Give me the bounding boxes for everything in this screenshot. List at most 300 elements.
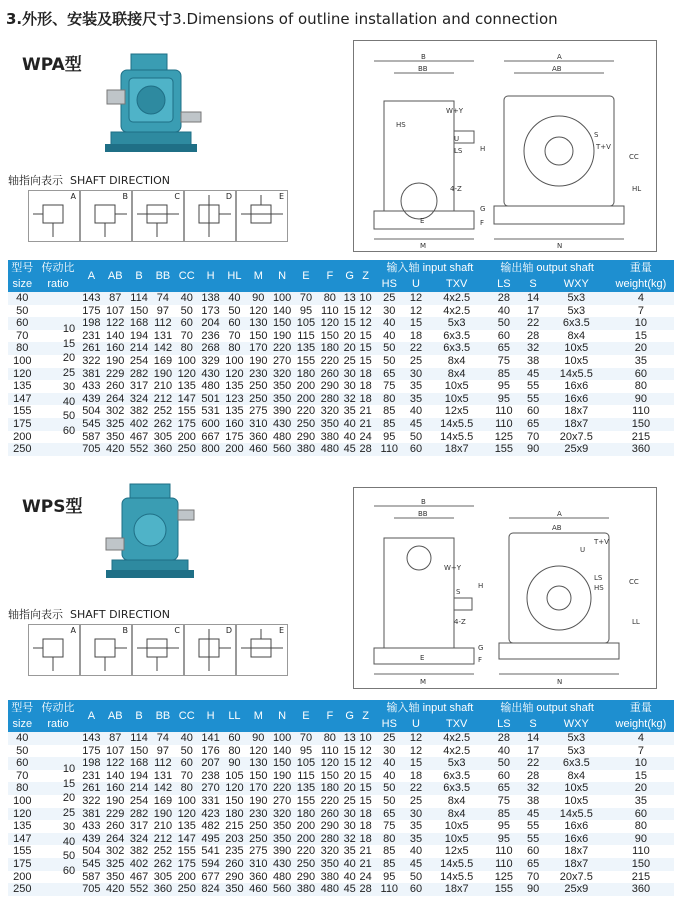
wps-gearbox-photo	[100, 480, 200, 590]
table-cell: 100	[270, 292, 294, 305]
table-cell: 4	[608, 292, 674, 305]
table-cell: 360	[151, 443, 175, 456]
drawing-label: HS	[396, 121, 406, 129]
table-cell: 320	[318, 405, 342, 418]
shaft-letter: A	[70, 192, 76, 201]
table-cell: 169	[151, 355, 175, 368]
table-cell: 18	[359, 832, 372, 845]
col-b: B	[127, 700, 151, 732]
table-cell: 50	[374, 342, 405, 355]
table-cell: 12	[359, 744, 372, 757]
wpa-dimension-drawing	[353, 40, 657, 252]
col-size: 型号 size	[8, 260, 37, 292]
table-cell: 190	[270, 330, 294, 343]
col-m: M	[246, 260, 270, 292]
table-cell: 175	[79, 305, 103, 318]
table-cell: 320	[270, 368, 294, 381]
table-cell: 12	[405, 292, 427, 305]
table-cell: 380	[318, 871, 342, 884]
col-txv: TXV	[427, 716, 486, 732]
table-cell: 14x5.5	[427, 431, 486, 444]
table-cell: 55	[521, 833, 544, 846]
ratio-value: 20	[62, 352, 76, 364]
wps-ratio-list	[58, 762, 80, 878]
table-cell: 214	[127, 342, 151, 355]
table-cell: 114	[127, 732, 151, 745]
table-cell: 501	[199, 393, 223, 406]
table-cell: 100	[175, 795, 199, 808]
col-z: Z	[358, 260, 374, 292]
table-cell: 95	[486, 833, 521, 846]
table-cell: 560	[270, 443, 294, 456]
table-cell: 142	[151, 782, 175, 795]
table-cell: 8x4	[427, 368, 486, 381]
table-cell: 280	[318, 393, 342, 406]
table-cell: 28	[486, 732, 521, 745]
shaft-diagram-e	[236, 190, 288, 242]
table-cell: 150	[223, 795, 247, 808]
table-cell: 587	[79, 431, 103, 444]
table-cell: 50	[486, 757, 521, 770]
col-hs: HS	[374, 276, 405, 292]
ratio-value: 40	[62, 395, 76, 408]
table-cell: 120	[246, 305, 270, 318]
table-cell: 235	[223, 845, 247, 858]
table-cell: 6x3.5	[545, 317, 608, 330]
col-h: H	[199, 700, 223, 732]
table-cell: 261	[79, 782, 103, 795]
table-cell: 55	[521, 380, 544, 393]
table-cell: 200	[294, 393, 318, 406]
table-cell: 250	[246, 393, 270, 406]
table-cell: 60	[405, 883, 427, 896]
table-cell: 190	[151, 368, 175, 381]
table-cell: 30	[343, 807, 356, 820]
table-cell: 105	[294, 317, 318, 330]
drawing-label: W+Y	[446, 107, 464, 115]
table-cell: 18x7	[427, 883, 486, 896]
table-row	[8, 355, 674, 368]
table-cell: 10x5	[545, 355, 608, 368]
table-cell: 90	[246, 732, 270, 745]
table-cell: 70	[294, 732, 318, 745]
table-cell: 110	[318, 745, 342, 758]
table-cell: 250	[246, 380, 270, 393]
table-cell: 423	[199, 808, 223, 821]
shaft-letter: D	[225, 192, 232, 201]
table-cell: 160	[103, 782, 127, 795]
table-cell: 30	[374, 305, 405, 318]
table-cell: 6x3.5	[427, 770, 486, 783]
table-cell: 155	[486, 883, 521, 896]
table-cell: 40	[374, 770, 405, 783]
table-cell: 22	[521, 317, 544, 330]
table-cell: 310	[246, 858, 270, 871]
table-cell: 35	[608, 795, 674, 808]
table-cell: 60	[8, 757, 37, 770]
table-row	[8, 757, 674, 770]
col-e: E	[294, 700, 318, 732]
table-row	[8, 795, 674, 808]
table-cell: 20x7.5	[545, 431, 608, 444]
table-cell: 80	[374, 393, 405, 406]
table-cell: 80	[608, 380, 674, 393]
table-cell: 150	[318, 770, 342, 783]
table-row	[8, 883, 674, 896]
table-cell: 17	[521, 305, 544, 318]
table-cell: 180	[294, 808, 318, 821]
table-cell: 85	[486, 808, 521, 821]
table-cell: 155	[294, 795, 318, 808]
table-cell: 460	[246, 443, 270, 456]
table-cell: 45	[521, 368, 544, 381]
table-cell: 50	[8, 745, 37, 758]
table-cell: 65	[486, 782, 521, 795]
table-cell: 173	[199, 305, 223, 318]
table-cell: 155	[175, 405, 199, 418]
table-cell: 280	[318, 833, 342, 846]
ratio-value: 30	[62, 821, 76, 833]
table-cell: 200	[8, 431, 37, 444]
table-row	[8, 770, 674, 783]
ratio-value: 25	[62, 806, 76, 819]
drawing-label: BB	[418, 65, 428, 73]
table-cell: 32	[343, 392, 356, 405]
table-cell: 135	[175, 820, 199, 833]
table-cell: 30	[405, 368, 427, 381]
table-cell: 70	[521, 431, 544, 444]
table-cell: 28	[359, 443, 372, 456]
table-cell: 110	[486, 418, 521, 431]
table-cell: 360	[151, 883, 175, 896]
table-cell: 190	[151, 808, 175, 821]
table-cell: 60	[486, 770, 521, 783]
table-row	[8, 833, 674, 846]
table-cell: 480	[318, 883, 342, 896]
table-cell: 15	[359, 354, 372, 367]
table-cell: 15	[343, 304, 356, 317]
table-cell: 138	[199, 292, 223, 305]
table-cell: 107	[103, 305, 127, 318]
table-cell: 150	[270, 317, 294, 330]
table-cell: 290	[223, 871, 247, 884]
drawing-label: AB	[552, 524, 562, 532]
drawing-label: H	[478, 582, 484, 590]
table-cell: 18	[405, 770, 427, 783]
table-cell: 15	[405, 757, 427, 770]
table-cell: 230	[246, 368, 270, 381]
table-cell: 6x3.5	[427, 342, 486, 355]
table-cell: 150	[270, 757, 294, 770]
table-cell: 495	[199, 833, 223, 846]
table-cell: 210	[151, 820, 175, 833]
table-cell-ratio	[37, 732, 80, 745]
table-cell: 264	[103, 833, 127, 846]
table-cell: 15	[608, 770, 674, 783]
shaft-diagram-d	[184, 624, 236, 676]
table-cell: 50	[486, 317, 521, 330]
drawing-label: 4-Z	[450, 185, 462, 193]
table-cell: 75	[374, 820, 405, 833]
table-cell: 325	[103, 858, 127, 871]
table-cell: 25	[405, 795, 427, 808]
ratio-value: 15	[62, 777, 76, 790]
table-cell: 282	[127, 808, 151, 821]
table-cell: 60	[175, 317, 199, 330]
table-cell: 305	[151, 431, 175, 444]
table-cell: 130	[246, 317, 270, 330]
table-cell: 200	[294, 820, 318, 833]
table-row	[8, 292, 674, 305]
table-cell: 200	[294, 380, 318, 393]
table-cell: 12x5	[427, 845, 486, 858]
shaft-diagram-a	[28, 624, 80, 676]
table-cell: 100	[270, 732, 294, 745]
table-cell-ratio	[37, 443, 80, 456]
col-output-shaft: 输出轴 output shaft	[486, 260, 608, 276]
table-cell: 80	[318, 292, 342, 305]
table-cell: 260	[103, 380, 127, 393]
table-cell: 212	[151, 393, 175, 406]
table-cell: 260	[103, 820, 127, 833]
table-cell: 305	[151, 871, 175, 884]
table-cell: 560	[270, 883, 294, 896]
wpa-title: WPA型	[22, 55, 82, 75]
table-cell: 200	[175, 431, 199, 444]
table-row	[8, 858, 674, 871]
table-cell: 430	[270, 418, 294, 431]
shaft-letter: B	[122, 626, 128, 635]
table-cell: 40	[405, 405, 427, 418]
table-cell: 420	[103, 443, 127, 456]
drawing-label: CC	[629, 153, 639, 161]
table-cell: 824	[199, 883, 223, 896]
table-cell: 275	[246, 845, 270, 858]
table-cell: 380	[294, 443, 318, 456]
table-cell: 50	[175, 305, 199, 318]
table-cell: 252	[151, 405, 175, 418]
table-cell: 16x6	[545, 393, 608, 406]
table-cell: 5x3	[427, 317, 486, 330]
shaft-letter: C	[174, 626, 180, 635]
table-cell: 8x4	[545, 330, 608, 343]
table-cell: 8x4	[427, 808, 486, 821]
table-cell: 147	[175, 393, 199, 406]
table-cell: 45	[405, 858, 427, 871]
table-cell: 38	[521, 795, 544, 808]
shaft-letter: A	[70, 626, 76, 635]
table-cell: 180	[294, 368, 318, 381]
shaft-diagram-c	[132, 190, 184, 242]
drawing-label: U	[454, 135, 460, 143]
table-row	[8, 782, 674, 795]
table-cell: 5x3	[427, 757, 486, 770]
table-cell: 14x5.5	[545, 808, 608, 821]
table-cell: 45	[405, 418, 427, 431]
table-cell: 8x4	[427, 795, 486, 808]
table-cell: 552	[127, 883, 151, 896]
table-cell: 290	[294, 431, 318, 444]
col-output-shaft: 输出轴 output shaft	[486, 700, 608, 716]
table-cell: 120	[223, 368, 247, 381]
table-cell: 87	[103, 732, 127, 745]
col-b: B	[127, 260, 151, 292]
table-cell: 75	[374, 380, 405, 393]
drawing-label: E	[420, 654, 425, 662]
table-cell: 35	[405, 380, 427, 393]
drawing-label: F	[480, 219, 485, 227]
table-cell: 18	[359, 820, 372, 833]
table-cell: 140	[103, 770, 127, 783]
table-cell: 120	[175, 808, 199, 821]
table-cell: 10x5	[545, 342, 608, 355]
table-cell: 17	[521, 745, 544, 758]
table-cell: 28	[521, 770, 544, 783]
table-cell: 168	[127, 757, 151, 770]
table-cell: 40	[175, 292, 199, 305]
table-cell: 175	[8, 418, 37, 431]
table-cell: 143	[79, 292, 103, 305]
table-cell: 190	[103, 795, 127, 808]
table-row	[8, 418, 674, 431]
table-cell: 30	[343, 367, 356, 380]
table-cell: 95	[374, 431, 405, 444]
drawing-label: AB	[552, 65, 562, 73]
col-e: E	[294, 260, 318, 292]
table-cell: 250	[294, 418, 318, 431]
table-cell: 65	[521, 418, 544, 431]
table-cell: 60	[223, 317, 247, 330]
table-cell: 15	[343, 757, 356, 770]
table-cell: 203	[223, 833, 247, 846]
table-cell: 16x6	[545, 820, 608, 833]
table-cell: 90	[608, 833, 674, 846]
table-cell: 65	[374, 808, 405, 821]
table-cell: 170	[246, 342, 270, 355]
table-cell: 322	[79, 795, 103, 808]
table-cell: 110	[486, 845, 521, 858]
table-cell-ratio	[37, 292, 80, 305]
table-cell: 194	[127, 770, 151, 783]
table-cell: 250	[8, 883, 37, 896]
col-ab: AB	[103, 260, 127, 292]
table-cell: 74	[151, 292, 175, 305]
table-cell: 60	[8, 317, 37, 330]
drawing-label: G	[480, 205, 486, 213]
table-row	[8, 342, 674, 355]
table-cell: 5x3	[545, 732, 608, 745]
ratio-value: 50	[62, 850, 76, 862]
table-cell: 705	[79, 443, 103, 456]
table-cell: 115	[294, 330, 318, 343]
table-cell: 147	[175, 833, 199, 846]
table-cell: 5x3	[545, 292, 608, 305]
table-cell: 175	[79, 745, 103, 758]
table-cell: 10	[359, 292, 372, 304]
table-cell: 97	[151, 745, 175, 758]
table-cell: 467	[127, 431, 151, 444]
drawing-label: E	[420, 217, 425, 225]
table-cell: 504	[79, 845, 103, 858]
table-cell: 180	[318, 782, 342, 795]
table-cell: 125	[486, 431, 521, 444]
table-cell: 40	[223, 292, 247, 305]
table-cell: 16x6	[545, 833, 608, 846]
table-cell: 60	[486, 330, 521, 343]
table-cell: 317	[127, 820, 151, 833]
table-cell: 110	[374, 883, 405, 896]
table-cell: 480	[270, 871, 294, 884]
table-cell: 229	[103, 808, 127, 821]
table-cell: 290	[318, 820, 342, 833]
wpa-shaft-direction-label	[8, 172, 170, 188]
table-cell: 13	[343, 732, 356, 744]
table-cell: 25	[343, 794, 356, 807]
shaft-diagram-e	[236, 624, 288, 676]
table-cell: 5x3	[545, 305, 608, 318]
drawing-label: G	[478, 644, 484, 652]
table-cell: 302	[103, 405, 127, 418]
table-cell: 324	[127, 393, 151, 406]
table-cell: 65	[486, 342, 521, 355]
table-cell: 350	[103, 431, 127, 444]
table-cell: 50	[374, 355, 405, 368]
table-cell: 135	[8, 820, 37, 833]
table-cell: 331	[199, 795, 223, 808]
table-cell: 150	[246, 330, 270, 343]
col-bb: BB	[151, 260, 175, 292]
table-cell: 302	[103, 845, 127, 858]
table-cell: 50	[405, 431, 427, 444]
drawing-label: N	[557, 678, 563, 686]
table-cell: 380	[294, 883, 318, 896]
col-u: U	[405, 716, 427, 732]
drawing-label: N	[557, 242, 563, 250]
table-cell: 20	[343, 329, 356, 342]
drawing-label: S	[594, 131, 599, 139]
table-cell: 381	[79, 808, 103, 821]
wpa-spec-table	[8, 260, 674, 456]
col-z: Z	[358, 700, 374, 732]
table-cell: 70	[8, 770, 37, 783]
drawing-label: M	[420, 242, 427, 250]
table-cell: 80	[318, 732, 342, 745]
table-cell: 60	[521, 405, 544, 418]
table-cell: 150	[127, 745, 151, 758]
table-cell: 14x5.5	[427, 418, 486, 431]
table-cell: 70	[521, 871, 544, 884]
table-cell: 18x7	[545, 418, 608, 431]
col-a: A	[79, 260, 103, 292]
table-cell: 200	[8, 871, 37, 884]
table-cell: 60	[405, 443, 427, 456]
table-cell: 190	[246, 795, 270, 808]
drawing-label: B	[421, 53, 426, 61]
table-cell: 85	[374, 845, 405, 858]
table-cell: 350	[270, 380, 294, 393]
table-cell: 40	[374, 757, 405, 770]
table-cell: 60	[223, 732, 247, 745]
shaft-diagram-a	[28, 190, 80, 242]
table-cell: 50	[223, 305, 247, 318]
table-cell: 25	[405, 355, 427, 368]
table-cell: 65	[521, 858, 544, 871]
table-cell: 175	[223, 431, 247, 444]
table-cell: 40	[374, 317, 405, 330]
table-cell: 175	[175, 858, 199, 871]
table-cell: 200	[175, 871, 199, 884]
table-cell: 40	[343, 417, 356, 430]
